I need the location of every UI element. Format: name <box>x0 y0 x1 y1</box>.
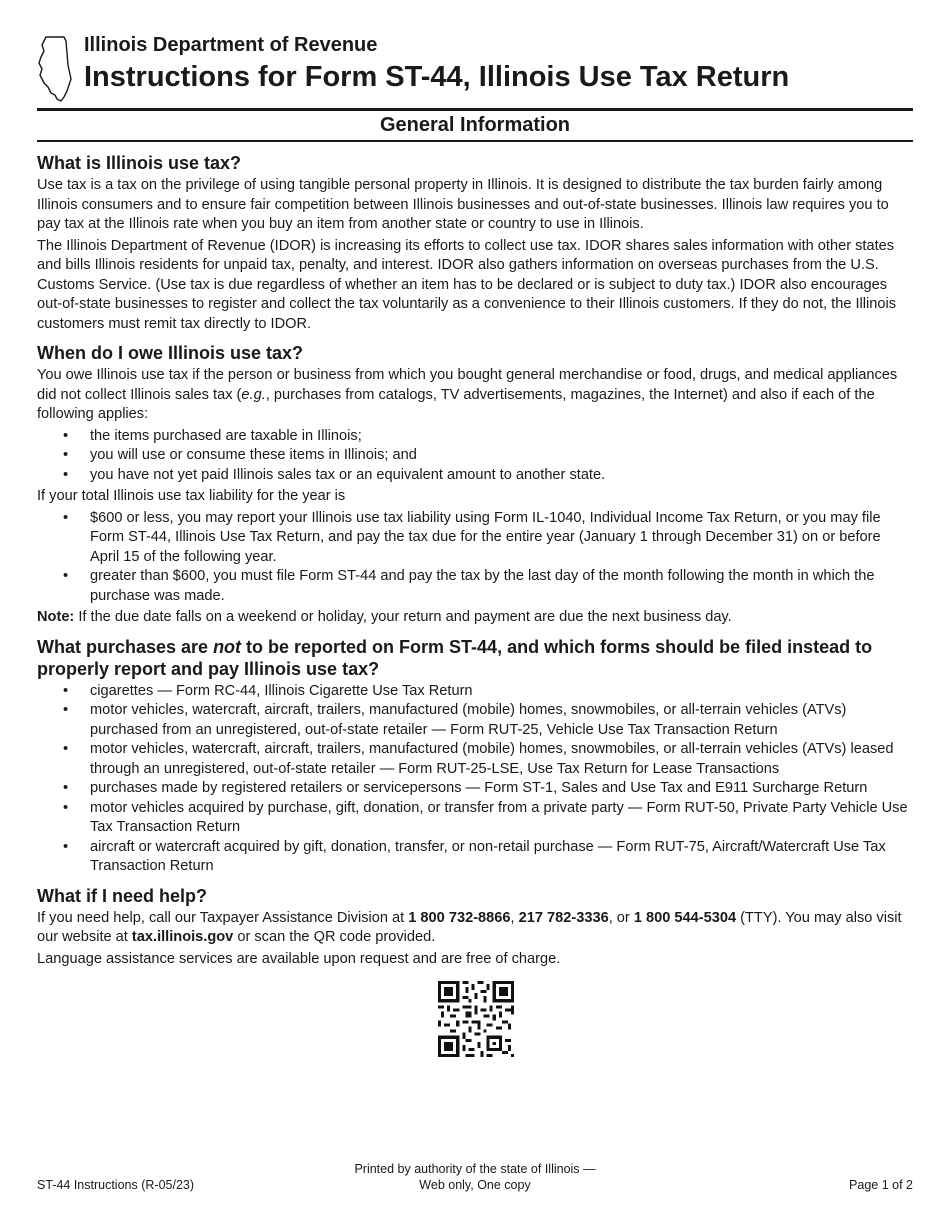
heading-when-owe: When do I owe Illinois use tax? <box>37 343 304 363</box>
list-item: • the items purchased are taxable in Illinois; <box>37 427 913 447</box>
paragraph-use-tax-definition: Use tax is a tax on the privilege of using tangible personal property in Illinois. It is designed to distribute the tax burden fairly among Illinois consumers and to ensure fair competition between Illinois businesses and out-of-state businesses. Illinois law requires you to pay tax at the Illinois rate when you buy an item from another state or country to use in Illinois. <box>37 177 889 232</box>
website-link[interactable]: tax.illinois.gov <box>131 929 234 945</box>
list-item: • cigarettes — Form RC-44, Illinois Cigarette Use Tax Return <box>37 682 913 702</box>
document-body <box>37 152 913 971</box>
paragraph-when-owe-intro: You owe Illinois use tax if the person or business from which you bought general merchandise or food, drugs, and medical appliances did not collect Illinois sales tax (e.g., purchases from catalogs, TV advertisements, magazines, the Internet) and also if each of the following applies: <box>37 367 898 422</box>
phone-number-tty: 1 800 544-5304 <box>633 909 737 926</box>
paragraph-idor-collection: The Illinois Department of Revenue (IDOR) is increasing its efforts to collect use tax. IDOR shares sales information with other states and bills Illinois residents for unpaid tax, penalty, and interest. IDOR also gathers information on overseas purchases from the U.S. Customs Service. (Use tax is due regardless of whether an item has to be declared or is subject to duty tax.) IDOR also encourages out-of-state businesses to register and collect the tax voluntarily as a convenience to their Illinois customers. If they do not, the Illinois customers must remit tax directly to IDOR. <box>37 237 897 332</box>
header-rule-top <box>37 108 913 111</box>
list-item: • motor vehicles, watercraft, aircraft, trailers, manufactured (mobile) homes, snowmobiles, or all-terrain vehicles (ATVs) purchased from an unregistered, out-of-state retailer — Form RUT-25, Vehicle Use Tax Transaction Return <box>37 701 913 740</box>
paragraph-language-assistance: Language assistance services are available upon request and are free of charge. <box>37 950 561 967</box>
footer-printed-line-2: Web only, One copy <box>419 1178 531 1192</box>
footer-printed-authority <box>330 1161 620 1193</box>
document-title: Instructions for Form ST-44, Illinois Use Tax Return <box>84 61 790 93</box>
list-item: • purchases made by registered retailers or servicepersons — Form ST-1, Sales and Use Tax and E911 Surcharge Return <box>37 779 913 799</box>
liability-list <box>37 509 913 607</box>
paragraph-liability-intro: If your total Illinois use tax liability for the year is <box>37 488 346 504</box>
document-header <box>37 30 913 102</box>
footer-form-id: ST-44 Instructions (R-05/23) <box>37 1178 195 1192</box>
phone-number-1: 1 800 732-8866 <box>408 909 511 926</box>
footer-page-number: Page 1 of 2 <box>849 1178 913 1192</box>
phone-number-2: 217 782-3336 <box>518 909 609 926</box>
qr-code-icon[interactable] <box>438 981 514 1057</box>
conditions-list <box>37 427 913 486</box>
section-title: General Information <box>379 114 571 136</box>
list-item: • greater than $600, you must file Form ST-44 and pay the tax by the last day of the month following the month in which the purchase was made. <box>37 567 913 606</box>
list-item: • you will use or consume these items in Illinois; and <box>37 446 913 466</box>
footer-printed-line-1: Printed by authority of the state of Illinois — <box>354 1162 596 1176</box>
list-item: • motor vehicles acquired by purchase, gift, donation, or transfer from a private party — Form RUT-50, Private Party Vehicle Use Tax Transaction Return <box>37 799 913 838</box>
paragraph-help-contact: If you need help, call our Taxpayer Assistance Division at 1 800 732-8866, 217 782-3336, or 1 800 544-5304 (TTY). You may also visit our website at tax.illinois.gov or scan the QR code provided. <box>37 909 902 945</box>
list-item: • you have not yet paid Illinois sales tax or an equivalent amount to another state. <box>37 466 913 486</box>
list-item: • motor vehicles, watercraft, aircraft, trailers, manufactured (mobile) homes, snowmobiles, or all-terrain vehicles (ATVs) leased through an unregistered, out-of-state retailer — Form RUT-25-LSE, Use Tax Return for Lease Transactions <box>37 740 913 779</box>
agency-name: Illinois Department of Revenue <box>84 34 378 56</box>
header-rule-bottom <box>37 140 913 142</box>
note-due-date: Note: If the due date falls on a weekend or holiday, your return and payment are due the next business day. <box>37 609 732 625</box>
list-item: • $600 or less, you may report your Illinois use tax liability using Form IL-1040, Individual Income Tax Return, or you may file Form ST-44, Illinois Use Tax Return, and pay the tax due for the entire year (January 1 through December 31) on or before April 15 of the following year. <box>37 509 913 568</box>
list-item: • aircraft or watercraft acquired by gift, donation, transfer, or non-retail purchase — Form RUT-75, Aircraft/Watercraft Use Tax Transaction Return <box>37 838 913 877</box>
heading-what-is-use-tax: What is Illinois use tax? <box>37 153 242 173</box>
document-page <box>37 30 913 967</box>
heading-not-reported: What purchases are not to be reported on Form ST-44, and which forms should be filed instead to properly report and pay Illinois use tax? <box>37 636 873 679</box>
illinois-state-outline-icon <box>37 35 77 103</box>
other-forms-list <box>37 682 913 877</box>
heading-need-help: What if I need help? <box>37 885 207 906</box>
